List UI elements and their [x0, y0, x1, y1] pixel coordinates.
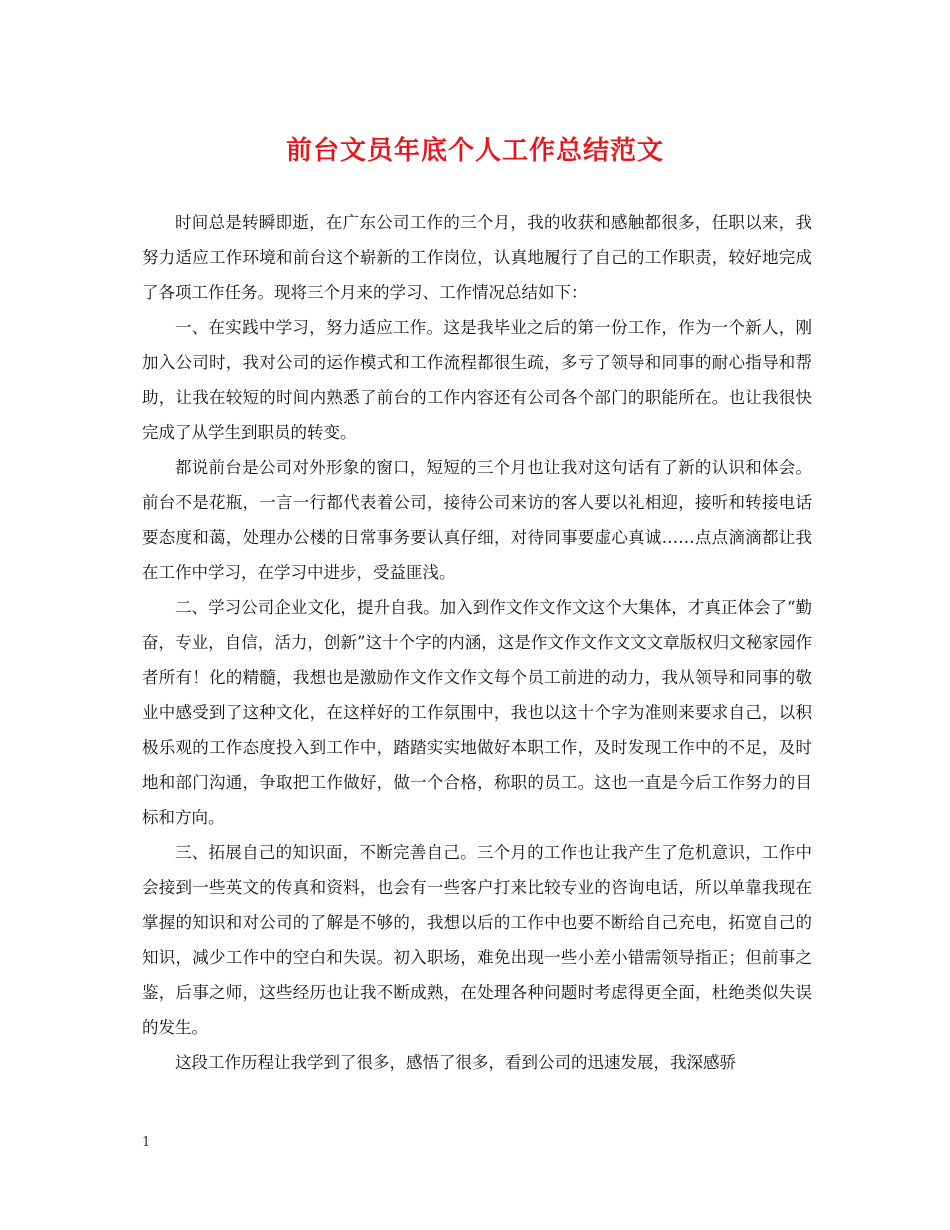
paragraph: 二、学习公司企业文化，提升自我。加入到作文作文作文这个大集体，才真正体会了“勤奋，专业，自信，活力，创新”这十个字的内涵，这是作文作文作文文文章版权归文秘家园作者所有！化的精髓，我想也是激励作文作文作文每个员工前进的动力，我从领导和同事的敬业中感受到了这种文化，在这样好的工作氛围中，我也以这十个字为准则来要求自己，以积极乐观的工作态度投入到工作中，踏踏实实地做好本职工作，及时发现工作中的不足，及时地和部门沟通，争取把工作做好，做一个合格，称职的员工。这也一直是今后工作努力的目标和方向。: [142, 598, 812, 827]
paragraph: 都说前台是公司对外形象的窗口，短短的三个月也让我对这句话有了新的认识和体会。前台不是花瓶，一言一行都代表着公司，接待公司来访的客人要以礼相迎，接听和转接电话要态度和蔼，处理办公楼的日常事务要认真仔细，对待同事要虚心真诚……点点滴滴都让我在工作中学习，在学习中进步，受益匪浅。: [142, 458, 812, 582]
paragraph: 时间总是转瞬即逝，在广东公司工作的三个月，我的收获和感触都很多，任职以来，我努力适应工作环境和前台这个崭新的工作岗位，认真地履行了自己的工作职责，较好地完成了各项工作任务。现将三个月来的学习、工作情况总结如下：: [142, 213, 812, 302]
document-body: [142, 205, 812, 1080]
paragraph: 三、拓展自己的知识面，不断完善自己。三个月的工作也让我产生了危机意识，工作中会接到一些英文的传真和资料，也会有一些客户打来比较专业的咨询电话，所以单靠我现在掌握的知识和对公司的了解是不够的，我想以后的工作中也要不断给自己充电，拓宽自己的知识，减少工作中的空白和失误。初入职场，难免出现一些小差小错需领导指正；但前事之鉴，后事之师，这些经历也让我不断成熟，在处理各种问题时考虑得更全面，杜绝类似失误的发生。: [142, 843, 812, 1037]
paragraph: 这段工作历程让我学到了很多，感悟了很多，看到公司的迅速发展，我深感骄: [175, 1053, 736, 1072]
document-title: 前台文员年底个人工作总结范文: [285, 136, 664, 166]
page-number: 1: [142, 1135, 151, 1150]
paragraph: 一、在实践中学习，努力适应工作。这是我毕业之后的第一份工作，作为一个新人，刚加入公司时，我对公司的运作模式和工作流程都很生疏，多亏了领导和同事的耐心指导和帮助，让我在较短的时间内熟悉了前台的工作内容还有公司各个部门的职能所在。也让我很快完成了从学生到职员的转变。: [142, 318, 812, 442]
